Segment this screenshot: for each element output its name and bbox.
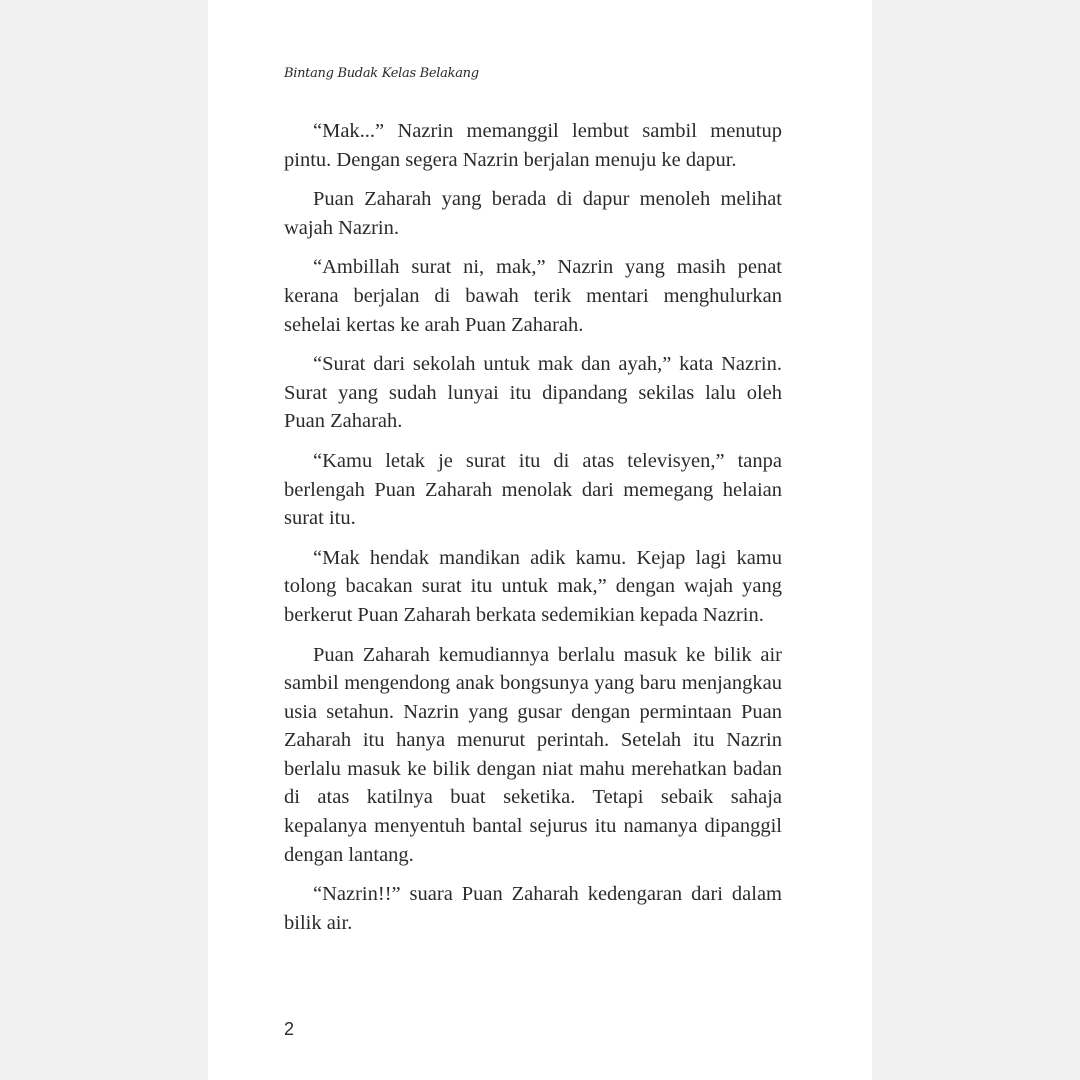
page-number: 2 bbox=[284, 1019, 295, 1039]
paragraph: Puan Zaharah yang berada di dapur menoleh melihat wajah Nazrin. bbox=[284, 188, 782, 239]
paragraph: “Mak...” Nazrin memanggil lembut sambil menutup pintu. Dengan segera Nazrin berjalan menuju ke dapur. bbox=[284, 120, 782, 171]
paragraph: “Mak hendak mandikan adik kamu. Kejap lagi kamu tolong bacakan surat itu untuk mak,” dengan wajah yang berkerut Puan Zaharah berkata sedemikian kepada Nazrin. bbox=[284, 546, 782, 626]
paragraph: “Kamu letak je surat itu di atas televisyen,” tanpa berlengah Puan Zaharah menolak dari memegang helaian surat itu. bbox=[284, 449, 782, 530]
paragraph: Puan Zaharah kemudiannya berlalu masuk ke bilik air sambil mengendong anak bongsunya yang baru menjangkau usia setahun. Nazrin yang gusar dengan permintaan Puan Zaharah itu hanya menurut perintah. Setelah itu Nazrin berlalu masuk ke bilik dengan niat mahu merehatkan badan di atas katilnya buat seketika. Tetapi sebaik sahaja kepalanya menyentuh bantal sejurus itu namanya dipanggil dengan lantang. bbox=[284, 643, 782, 866]
paragraph: “Ambillah surat ni, mak,” Nazrin yang masih penat kerana berjalan di bawah terik mentari menghulurkan sehelai kertas ke arah Puan Zaharah. bbox=[284, 256, 782, 336]
paragraph: “Nazrin!!” suara Puan Zaharah kedengaran dari dalam bilik air. bbox=[284, 883, 782, 934]
paragraph: “Surat dari sekolah untuk mak dan ayah,” kata Nazrin. Surat yang sudah lunyai itu dipandang sekilas lalu oleh Puan Zaharah. bbox=[284, 353, 782, 433]
book-page bbox=[208, 0, 872, 1080]
body-text bbox=[284, 117, 782, 948]
running-head: Bintang Budak Kelas Belakang bbox=[284, 66, 479, 81]
